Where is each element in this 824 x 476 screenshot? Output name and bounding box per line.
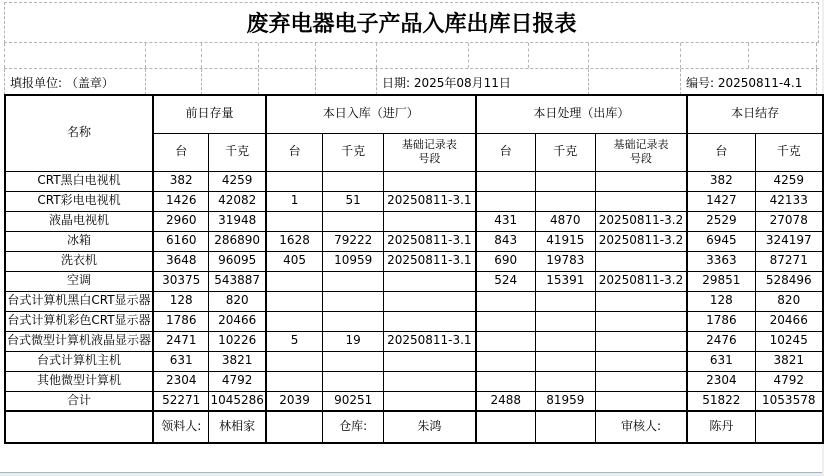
picker-label[interactable]: 领料人: bbox=[153, 411, 209, 443]
header-end-units[interactable]: 台 bbox=[687, 133, 755, 171]
cell-out-units[interactable] bbox=[476, 171, 536, 191]
cell-prev-kg[interactable]: 42082 bbox=[209, 191, 266, 211]
table-footer bbox=[5, 411, 823, 443]
cell-prev-kg[interactable]: 4259 bbox=[209, 171, 266, 191]
cell-end-kg[interactable]: 1053578 bbox=[755, 391, 823, 411]
footer-empty-cell[interactable] bbox=[266, 411, 323, 443]
cell-out-kg[interactable] bbox=[535, 351, 595, 371]
cell-prev-kg[interactable]: 31948 bbox=[209, 211, 266, 231]
cell-out-kg[interactable] bbox=[535, 331, 595, 351]
cell-end-kg[interactable]: 10245 bbox=[755, 331, 823, 351]
cell-in-units[interactable] bbox=[266, 351, 323, 371]
cell-end-units[interactable]: 51822 bbox=[687, 391, 755, 411]
cell-name[interactable]: 台式计算机彩色CRT显示器 bbox=[5, 311, 153, 331]
header-end-kg[interactable]: 千克 bbox=[755, 133, 823, 171]
cell-prev-units[interactable]: 6160 bbox=[153, 231, 209, 251]
cell-name[interactable]: 合计 bbox=[5, 391, 153, 411]
cell-in-kg[interactable]: 79222 bbox=[323, 231, 384, 251]
cell-prev-units[interactable]: 2304 bbox=[153, 371, 209, 391]
cell-prev-units[interactable]: 1786 bbox=[153, 311, 209, 331]
info-empty-cell[interactable] bbox=[589, 69, 681, 95]
cell-prev-units[interactable]: 2471 bbox=[153, 331, 209, 351]
header-prev-kg[interactable]: 千克 bbox=[209, 133, 266, 171]
title-row[interactable] bbox=[4, 2, 819, 43]
cell-name[interactable]: CRT黑白电视机 bbox=[5, 171, 153, 191]
cell-prev-units[interactable]: 52271 bbox=[153, 391, 209, 411]
header-prev-units[interactable]: 台 bbox=[153, 133, 209, 171]
header-name[interactable]: 名称 bbox=[5, 95, 153, 171]
table-header bbox=[5, 95, 823, 171]
cell-prev-kg[interactable]: 3821 bbox=[209, 351, 266, 371]
cell-out-kg[interactable] bbox=[535, 171, 595, 191]
cell-prev-kg[interactable]: 820 bbox=[209, 291, 266, 311]
warehouse-label[interactable]: 仓库: bbox=[323, 411, 384, 443]
warehouse-name[interactable]: 朱鸿 bbox=[384, 411, 476, 443]
cell-out-record[interactable] bbox=[595, 351, 687, 371]
cell-in-record[interactable] bbox=[384, 271, 476, 291]
spacer-cell bbox=[377, 43, 469, 68]
spacer-cell bbox=[529, 43, 589, 68]
cell-name[interactable]: 空调 bbox=[5, 271, 153, 291]
cell-prev-kg[interactable]: 543887 bbox=[209, 271, 266, 291]
cell-in-record[interactable]: 20250811-3.1 bbox=[384, 231, 476, 251]
cell-end-kg[interactable]: 4259 bbox=[755, 171, 823, 191]
cell-out-record[interactable] bbox=[595, 391, 687, 411]
header-group-row bbox=[5, 95, 823, 133]
report-unit-cell[interactable]: 填报单位: （盖章） bbox=[4, 69, 146, 95]
cell-out-units[interactable]: 431 bbox=[476, 211, 536, 231]
report-table bbox=[4, 94, 824, 444]
cell-in-kg[interactable]: 90251 bbox=[323, 391, 384, 411]
table-row bbox=[5, 191, 823, 211]
info-empty-cell[interactable] bbox=[202, 69, 259, 95]
serial-cell[interactable]: 编号: 20250811-4.1 bbox=[681, 69, 817, 95]
cell-out-units[interactable]: 2488 bbox=[476, 391, 536, 411]
cell-end-kg[interactable]: 820 bbox=[755, 291, 823, 311]
cell-out-units[interactable] bbox=[476, 331, 536, 351]
cell-end-kg[interactable]: 528496 bbox=[755, 271, 823, 291]
cell-in-kg[interactable] bbox=[323, 311, 384, 331]
cell-prev-units[interactable]: 382 bbox=[153, 171, 209, 191]
spacer-cell bbox=[316, 43, 377, 68]
cell-prev-kg[interactable]: 20466 bbox=[209, 311, 266, 331]
cell-in-kg[interactable] bbox=[323, 291, 384, 311]
cell-name[interactable]: 台式微型计算机液晶显示器 bbox=[5, 331, 153, 351]
cell-in-record[interactable] bbox=[384, 351, 476, 371]
cell-end-kg[interactable]: 324197 bbox=[755, 231, 823, 251]
header-in-record-label: 基础记录表号段 bbox=[401, 137, 457, 165]
table-row bbox=[5, 271, 823, 291]
picker-name[interactable]: 林相家 bbox=[209, 411, 266, 443]
cell-prev-kg[interactable]: 10226 bbox=[209, 331, 266, 351]
info-row bbox=[4, 69, 819, 95]
cell-end-units[interactable]: 29851 bbox=[687, 271, 755, 291]
spacer-row bbox=[4, 43, 819, 69]
page-title: 废弃电器电子产品入库出库日报表 bbox=[246, 12, 577, 37]
cell-in-units[interactable]: 1 bbox=[266, 191, 323, 211]
cell-in-record[interactable] bbox=[384, 371, 476, 391]
cell-in-kg[interactable]: 10959 bbox=[323, 251, 384, 271]
cell-in-record[interactable]: 20250811-3.1 bbox=[384, 251, 476, 271]
cell-in-kg[interactable] bbox=[323, 211, 384, 231]
cell-in-kg[interactable]: 19 bbox=[323, 331, 384, 351]
date-cell[interactable]: 日期: 2025年08月11日 bbox=[377, 69, 589, 95]
header-out-kg[interactable]: 千克 bbox=[535, 133, 595, 171]
cell-name[interactable]: 冰箱 bbox=[5, 231, 153, 251]
table-row bbox=[5, 231, 823, 251]
cell-in-kg[interactable] bbox=[323, 351, 384, 371]
header-outbound[interactable]: 本日处理（出库） bbox=[476, 95, 688, 133]
cell-out-units[interactable]: 524 bbox=[476, 271, 536, 291]
table-body bbox=[5, 171, 823, 411]
footer-empty-cell[interactable] bbox=[5, 411, 153, 443]
cell-out-kg[interactable]: 41915 bbox=[535, 231, 595, 251]
cell-in-kg[interactable] bbox=[323, 171, 384, 191]
header-out-units[interactable]: 台 bbox=[476, 133, 536, 171]
cell-out-kg[interactable]: 4870 bbox=[535, 211, 595, 231]
signature-row bbox=[5, 411, 823, 443]
table-row bbox=[5, 371, 823, 391]
cell-out-units[interactable] bbox=[476, 311, 536, 331]
header-balance[interactable]: 本日结存 bbox=[687, 95, 823, 133]
cell-end-kg[interactable]: 42133 bbox=[755, 191, 823, 211]
table-row bbox=[5, 251, 823, 271]
cell-in-units[interactable] bbox=[266, 311, 323, 331]
cell-out-record[interactable] bbox=[595, 331, 687, 351]
cell-in-kg[interactable] bbox=[323, 271, 384, 291]
info-empty-cell[interactable] bbox=[259, 69, 316, 95]
spacer-cell bbox=[202, 43, 259, 68]
cell-in-units[interactable]: 5 bbox=[266, 331, 323, 351]
info-empty-cell[interactable] bbox=[146, 69, 202, 95]
cell-out-record[interactable] bbox=[595, 171, 687, 191]
cell-prev-kg[interactable]: 96095 bbox=[209, 251, 266, 271]
cell-in-units[interactable] bbox=[266, 271, 323, 291]
cell-prev-kg[interactable]: 1045286 bbox=[209, 391, 266, 411]
reviewer-name[interactable]: 陈丹 bbox=[687, 411, 755, 443]
cell-out-units[interactable] bbox=[476, 191, 536, 211]
spacer-cell bbox=[469, 43, 529, 68]
footer-empty-cell[interactable] bbox=[755, 411, 823, 443]
table-row bbox=[5, 291, 823, 311]
cell-in-units[interactable]: 1628 bbox=[266, 231, 323, 251]
cell-name[interactable]: 其他微型计算机 bbox=[5, 371, 153, 391]
table-row bbox=[5, 311, 823, 331]
cell-in-record[interactable] bbox=[384, 291, 476, 311]
cell-end-kg[interactable]: 4792 bbox=[755, 371, 823, 391]
cell-out-units[interactable] bbox=[476, 291, 536, 311]
cell-end-kg[interactable]: 27078 bbox=[755, 211, 823, 231]
cell-in-record[interactable] bbox=[384, 171, 476, 191]
cell-name[interactable]: 台式计算机主机 bbox=[5, 351, 153, 371]
reviewer-label[interactable]: 审核人: bbox=[595, 411, 687, 443]
cell-end-units[interactable]: 3363 bbox=[687, 251, 755, 271]
cell-in-record[interactable] bbox=[384, 391, 476, 411]
cell-out-record[interactable] bbox=[595, 191, 687, 211]
cell-prev-kg[interactable]: 286890 bbox=[209, 231, 266, 251]
header-out-record-label: 基础记录表号段 bbox=[613, 137, 669, 165]
cell-name[interactable]: 液晶电视机 bbox=[5, 211, 153, 231]
cell-out-units[interactable] bbox=[476, 351, 536, 371]
header-in-kg[interactable]: 千克 bbox=[323, 133, 384, 171]
sheet-bottom-edge bbox=[0, 472, 824, 476]
cell-in-record[interactable] bbox=[384, 311, 476, 331]
cell-in-units[interactable] bbox=[266, 291, 323, 311]
cell-end-kg[interactable]: 87271 bbox=[755, 251, 823, 271]
cell-out-record[interactable]: 20250811-3.2 bbox=[595, 271, 687, 291]
cell-out-kg[interactable] bbox=[535, 371, 595, 391]
cell-prev-units[interactable]: 631 bbox=[153, 351, 209, 371]
table-row bbox=[5, 211, 823, 231]
cell-out-units[interactable] bbox=[476, 371, 536, 391]
cell-end-kg[interactable]: 3821 bbox=[755, 351, 823, 371]
footer-empty-cell[interactable] bbox=[535, 411, 595, 443]
cell-in-kg[interactable] bbox=[323, 371, 384, 391]
cell-end-units[interactable]: 2529 bbox=[687, 211, 755, 231]
cell-end-units[interactable]: 1786 bbox=[687, 311, 755, 331]
cell-end-kg[interactable]: 20466 bbox=[755, 311, 823, 331]
cell-out-record[interactable] bbox=[595, 251, 687, 271]
cell-end-units[interactable]: 128 bbox=[687, 291, 755, 311]
footer-empty-cell[interactable] bbox=[476, 411, 536, 443]
cell-in-units[interactable]: 2039 bbox=[266, 391, 323, 411]
cell-in-units[interactable] bbox=[266, 371, 323, 391]
cell-out-kg[interactable] bbox=[535, 191, 595, 211]
cell-in-units[interactable] bbox=[266, 171, 323, 191]
spacer-cell bbox=[259, 43, 316, 68]
cell-out-kg[interactable]: 19783 bbox=[535, 251, 595, 271]
header-prev-stock[interactable]: 前日存量 bbox=[153, 95, 266, 133]
spacer-cell bbox=[681, 43, 749, 68]
spacer-cell bbox=[749, 43, 817, 68]
spacer-cell bbox=[589, 43, 681, 68]
cell-end-units[interactable]: 6945 bbox=[687, 231, 755, 251]
cell-out-record[interactable] bbox=[595, 311, 687, 331]
cell-out-kg[interactable] bbox=[535, 291, 595, 311]
cell-out-record[interactable]: 20250811-3.2 bbox=[595, 211, 687, 231]
cell-out-record[interactable] bbox=[595, 371, 687, 391]
cell-prev-units[interactable]: 128 bbox=[153, 291, 209, 311]
info-empty-cell[interactable] bbox=[316, 69, 377, 95]
cell-out-record[interactable]: 20250811-3.2 bbox=[595, 231, 687, 251]
cell-end-units[interactable]: 1427 bbox=[687, 191, 755, 211]
cell-in-units[interactable]: 405 bbox=[266, 251, 323, 271]
table-row bbox=[5, 391, 823, 411]
cell-out-kg[interactable]: 15391 bbox=[535, 271, 595, 291]
cell-prev-units[interactable]: 30375 bbox=[153, 271, 209, 291]
table-row bbox=[5, 351, 823, 371]
header-in-units[interactable]: 台 bbox=[266, 133, 323, 171]
table-row bbox=[5, 171, 823, 191]
spacer-cell bbox=[146, 43, 202, 68]
cell-in-record[interactable]: 20250811-3.1 bbox=[384, 331, 476, 351]
cell-prev-units[interactable]: 2960 bbox=[153, 211, 209, 231]
cell-prev-kg[interactable]: 4792 bbox=[209, 371, 266, 391]
cell-name[interactable]: 台式计算机黑白CRT显示器 bbox=[5, 291, 153, 311]
header-out-record[interactable] bbox=[595, 133, 687, 171]
cell-end-units[interactable]: 382 bbox=[687, 171, 755, 191]
cell-prev-units[interactable]: 1426 bbox=[153, 191, 209, 211]
cell-end-units[interactable]: 2304 bbox=[687, 371, 755, 391]
cell-name[interactable]: 洗衣机 bbox=[5, 251, 153, 271]
cell-out-kg[interactable] bbox=[535, 311, 595, 331]
cell-out-units[interactable]: 843 bbox=[476, 231, 536, 251]
table-row bbox=[5, 331, 823, 351]
cell-in-record[interactable]: 20250811-3.1 bbox=[384, 191, 476, 211]
cell-out-units[interactable]: 690 bbox=[476, 251, 536, 271]
cell-name[interactable]: CRT彩电电视机 bbox=[5, 191, 153, 211]
cell-end-units[interactable]: 2476 bbox=[687, 331, 755, 351]
cell-in-record[interactable] bbox=[384, 211, 476, 231]
cell-in-units[interactable] bbox=[266, 211, 323, 231]
cell-prev-units[interactable]: 3648 bbox=[153, 251, 209, 271]
cell-end-units[interactable]: 631 bbox=[687, 351, 755, 371]
cell-in-kg[interactable]: 51 bbox=[323, 191, 384, 211]
cell-out-record[interactable] bbox=[595, 291, 687, 311]
header-in-record[interactable] bbox=[384, 133, 476, 171]
spacer-cell bbox=[4, 43, 146, 68]
header-inbound[interactable]: 本日入库（进厂） bbox=[266, 95, 476, 133]
cell-out-kg[interactable]: 81959 bbox=[535, 391, 595, 411]
